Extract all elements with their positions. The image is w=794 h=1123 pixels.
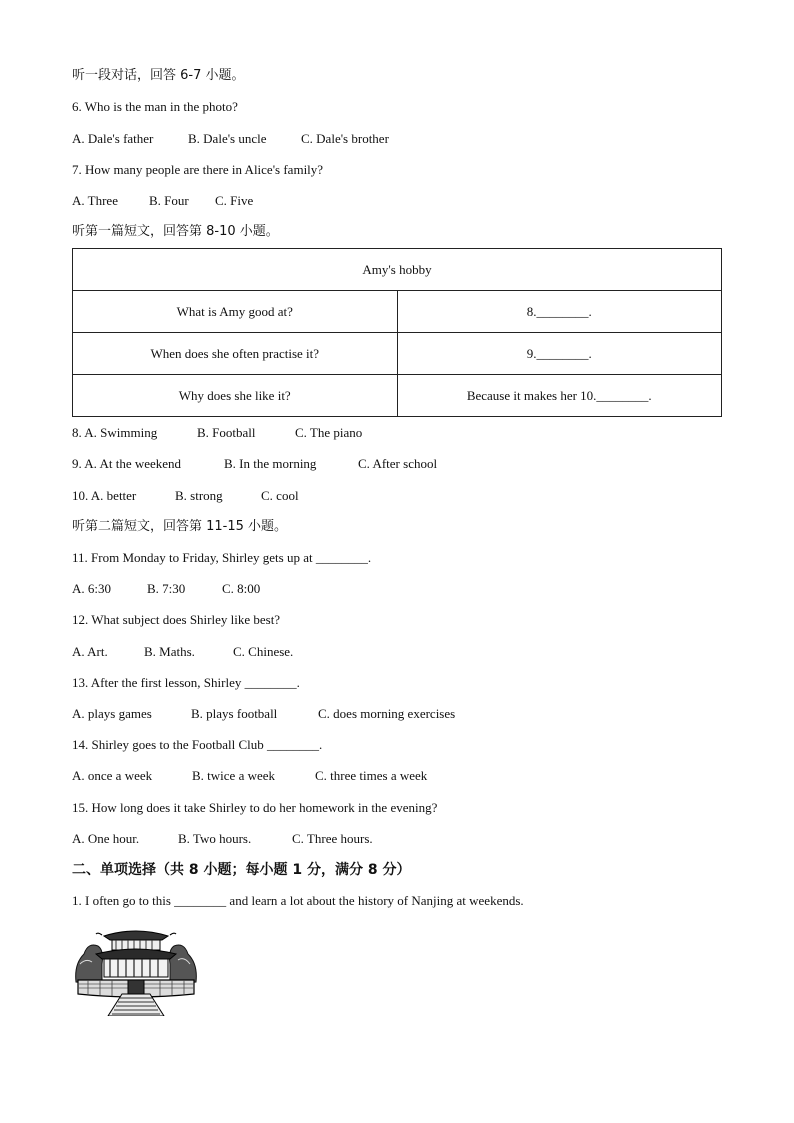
- question-9-options: [72, 456, 437, 472]
- option-9b[interactable]: B. In the morning: [224, 456, 317, 471]
- option-14c[interactable]: C. three times a week: [315, 768, 428, 783]
- option-8c[interactable]: C. The piano: [295, 425, 363, 440]
- table-row: [73, 291, 722, 333]
- question-14: 14. Shirley goes to the Football Club ________.: [72, 737, 323, 752]
- question-11: 11. From Monday to Friday, Shirley gets up at ________.: [72, 550, 372, 565]
- part-2-heading: 二、单项选择（共 8 小题；每小题 1 分，满分 8 分）: [72, 862, 411, 878]
- option-11b[interactable]: B. 7:30: [147, 581, 186, 596]
- question-8-options: [72, 425, 362, 441]
- section-heading-11-15: 听第二篇短文，回答第 11-15 小题。: [72, 519, 288, 534]
- question-11-options: [72, 581, 260, 597]
- option-9a[interactable]: 9. A. At the weekend: [72, 456, 182, 471]
- option-8b[interactable]: B. Football: [197, 425, 256, 440]
- option-6b[interactable]: B. Dale's uncle: [188, 131, 267, 146]
- table-question-cell: Why does she like it?: [73, 375, 398, 417]
- question-15: 15. How long does it take Shirley to do her homework in the evening?: [72, 800, 438, 815]
- table-question-cell: When does she often practise it?: [73, 333, 398, 375]
- option-13c[interactable]: C. does morning exercises: [318, 706, 456, 721]
- option-7b[interactable]: B. Four: [149, 193, 189, 208]
- question-12: 12. What subject does Shirley like best?: [72, 612, 281, 627]
- option-9c[interactable]: C. After school: [358, 456, 438, 471]
- table-row: [73, 333, 722, 375]
- option-12a[interactable]: A. Art.: [72, 644, 108, 659]
- option-11c[interactable]: C. 8:00: [222, 581, 261, 596]
- option-7a[interactable]: A. Three: [72, 193, 118, 208]
- question-13-options: [72, 706, 455, 722]
- option-10c[interactable]: C. cool: [261, 488, 299, 503]
- table-answer-cell: Because it makes her 10.________.: [397, 375, 722, 417]
- option-13a[interactable]: A. plays games: [72, 706, 152, 721]
- option-10a[interactable]: 10. A. better: [72, 488, 137, 503]
- question-6: 6. Who is the man in the photo?: [72, 99, 238, 114]
- question-14-options: [72, 768, 427, 784]
- option-14a[interactable]: A. once a week: [72, 768, 153, 783]
- section-heading-8-10: 听第一篇短文，回答第 8-10 小题。: [72, 224, 279, 239]
- table-answer-cell: 9.________.: [397, 333, 722, 375]
- hobby-table: [72, 248, 722, 417]
- question-10-options: [72, 488, 299, 504]
- part-2-question-1: 1. I often go to this ________ and learn a lot about the history of Nanjing at weekends.: [72, 893, 524, 908]
- table-title: Amy's hobby: [73, 249, 722, 291]
- option-13b[interactable]: B. plays football: [191, 706, 278, 721]
- table-row: [73, 375, 722, 417]
- question-12-options: [72, 644, 293, 660]
- option-12b[interactable]: B. Maths.: [144, 644, 195, 659]
- question-7-options: [72, 193, 253, 209]
- option-15a[interactable]: A. One hour.: [72, 831, 140, 846]
- option-10b[interactable]: B. strong: [175, 488, 223, 503]
- option-6c[interactable]: C. Dale's brother: [301, 131, 389, 146]
- option-6a[interactable]: A. Dale's father: [72, 131, 154, 146]
- option-12c[interactable]: C. Chinese.: [233, 644, 294, 659]
- option-14b[interactable]: B. twice a week: [192, 768, 276, 783]
- option-15c[interactable]: C. Three hours.: [292, 831, 373, 846]
- table-title-row: [73, 249, 722, 291]
- option-7c[interactable]: C. Five: [215, 193, 254, 208]
- table-question-cell: What is Amy good at?: [73, 291, 398, 333]
- question-13: 13. After the first lesson, Shirley ________.: [72, 675, 300, 690]
- table-answer-cell: 8.________.: [397, 291, 722, 333]
- building-illustration: [74, 924, 198, 1016]
- question-6-options: [72, 131, 389, 147]
- section-heading-6-7: 听一段对话，回答 6-7 小题。: [72, 68, 245, 83]
- question-15-options: [72, 831, 373, 847]
- option-8a[interactable]: 8. A. Swimming: [72, 425, 158, 440]
- option-15b[interactable]: B. Two hours.: [178, 831, 252, 846]
- question-7: 7. How many people are there in Alice's family?: [72, 162, 324, 177]
- option-11a[interactable]: A. 6:30: [72, 581, 111, 596]
